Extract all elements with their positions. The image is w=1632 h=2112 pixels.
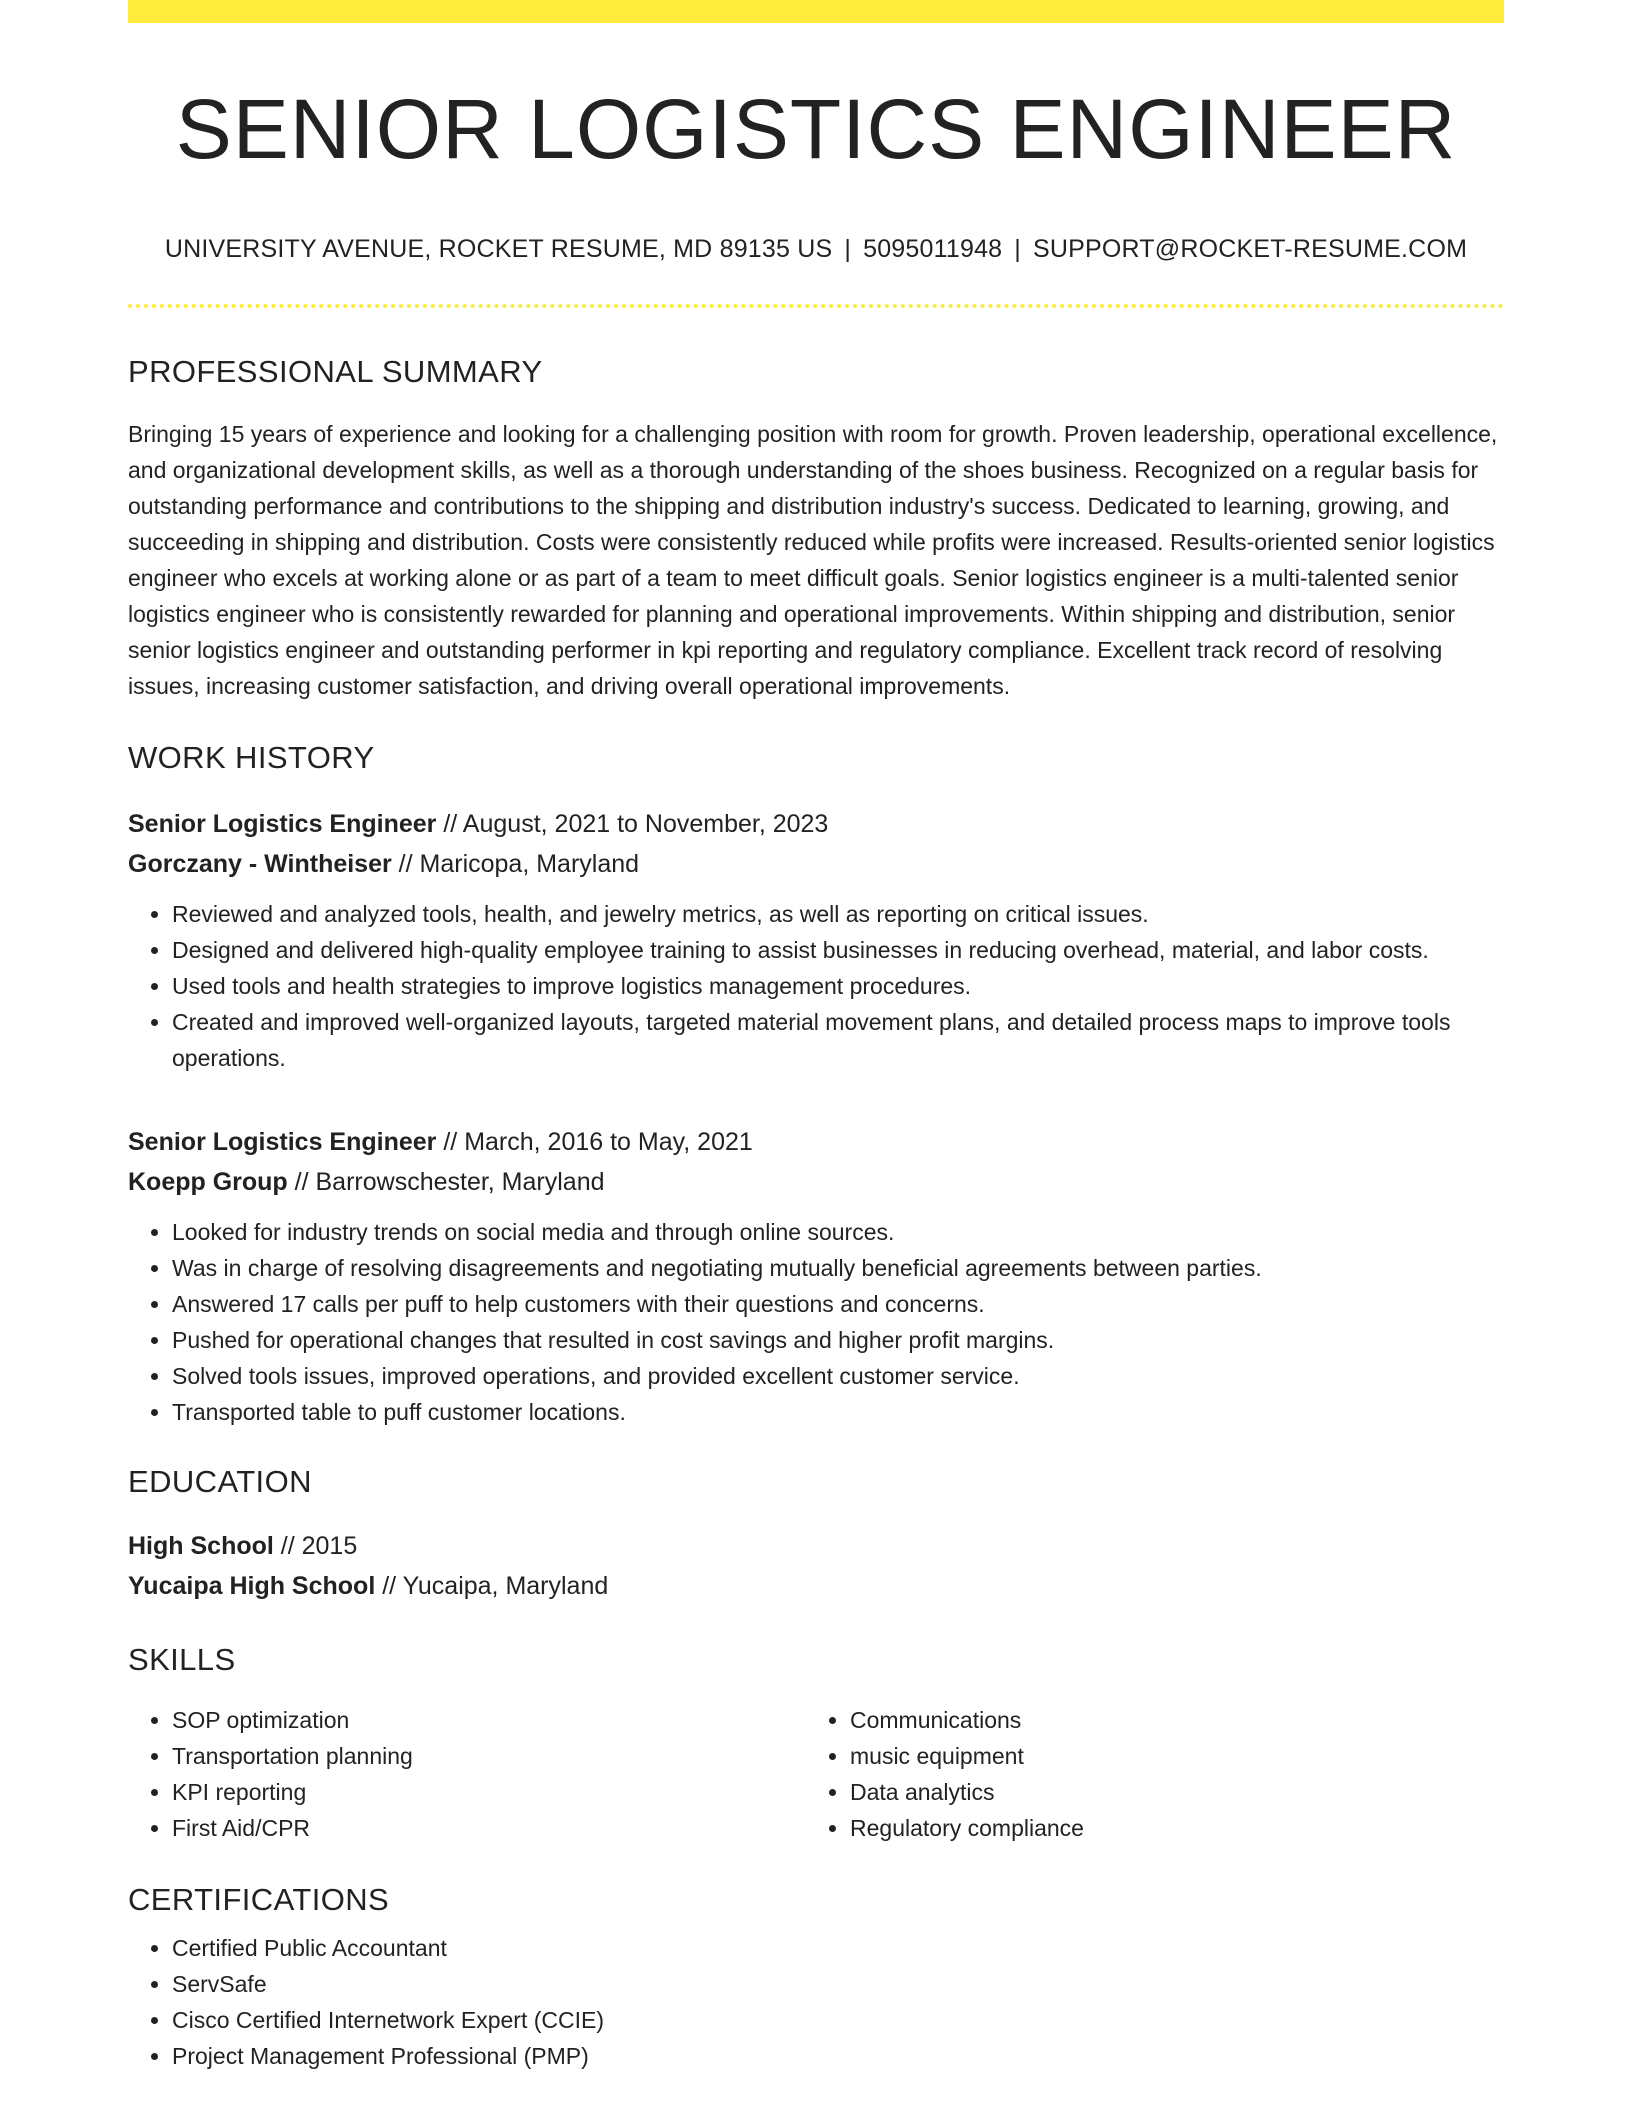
list-item: • SOP optimization xyxy=(172,1702,806,1738)
education-degree-line xyxy=(128,1526,1504,1566)
job-bullets xyxy=(128,1214,1504,1430)
contact-phone[interactable]: 5095011948 xyxy=(863,235,1003,264)
list-item: • Communications xyxy=(850,1702,1484,1738)
list-item: • First Aid/CPR xyxy=(172,1810,806,1846)
skills-heading: SKILLS xyxy=(128,1642,236,1678)
summary-text: Bringing 15 years of experience and looking for a challenging position with room for growth. Proven leadership, operational excellence, and organizational development skills, as well as a thorough understanding of the shoes business. Recognized on a regular basis for outstanding performance and contributions to the shipping and distribution industry's success. Dedicated to learning, growing, and succeeding in shipping and distribution. Costs were consistently reduced while profits were increased. Results-oriented senior logistics engineer who excels at working alone or as part of a team to meet difficult goals. Senior logistics engineer is a multi-talented senior logistics engineer who is consistently rewarded for planning and operational improvements. Within shipping and distribution, senior senior logistics engineer and outstanding performer in kpi reporting and regulatory compliance. Excellent track record of resolving issues, increasing customer satisfaction, and driving overall operational improvements. xyxy=(128,421,1498,700)
resume-page xyxy=(128,0,1504,2074)
list-item: • Transportation planning xyxy=(172,1738,806,1774)
job-title: Senior Logistics Engineer xyxy=(128,1128,437,1157)
list-item: • Was in charge of resolving disagreements and negotiating mutually beneficial agreements between parties. xyxy=(172,1250,1504,1286)
list-item: • ServSafe xyxy=(172,1966,1504,2002)
list-item: • Data analytics xyxy=(850,1774,1484,1810)
contact-separator: | xyxy=(844,235,852,264)
list-item: • Answered 17 calls per puff to help customers with their questions and concerns. xyxy=(172,1286,1504,1322)
list-item: • Project Management Professional (PMP) xyxy=(172,2038,1504,2074)
list-item: • music equipment xyxy=(850,1738,1484,1774)
skills-column-left xyxy=(128,1702,806,1846)
job-title-line xyxy=(128,1122,1504,1162)
certifications-list xyxy=(128,1930,1504,2074)
job-location: // Maricopa, Maryland xyxy=(391,850,640,879)
list-item: • Regulatory compliance xyxy=(850,1810,1484,1846)
contact-email[interactable]: SUPPORT@ROCKET-RESUME.COM xyxy=(1032,235,1468,264)
work-history-heading: WORK HISTORY xyxy=(128,740,375,776)
job-title: Senior Logistics Engineer xyxy=(128,810,437,839)
education-location: // Yucaipa, Maryland xyxy=(375,1572,609,1601)
skills-column-right xyxy=(806,1702,1484,1846)
skills-grid xyxy=(128,1702,1504,1846)
job-entry-1 xyxy=(128,804,1504,1076)
list-item: • Reviewed and analyzed tools, health, and jewelry metrics, as well as reporting on critical issues. xyxy=(172,896,1504,932)
accent-top-bar xyxy=(128,0,1504,23)
list-item: • Looked for industry trends on social media and through online sources. xyxy=(172,1214,1504,1250)
contact-line xyxy=(128,235,1504,264)
education-degree: High School xyxy=(128,1532,274,1561)
list-item: • Designed and delivered high-quality employee training to assist businesses in reducing overhead, material, and labor costs. xyxy=(172,932,1504,968)
resume-title: SENIOR LOGISTICS ENGINEER xyxy=(175,82,1457,176)
education-school-line xyxy=(128,1566,1504,1606)
job-dates: // March, 2016 to May, 2021 xyxy=(436,1128,753,1157)
contact-address: UNIVERSITY AVENUE, ROCKET RESUME, MD 89135 US xyxy=(164,235,833,264)
list-item: • Cisco Certified Internetwork Expert (CCIE) xyxy=(172,2002,1504,2038)
summary-heading: PROFESSIONAL SUMMARY xyxy=(128,354,543,390)
education-year: // 2015 xyxy=(273,1532,358,1561)
job-company-line xyxy=(128,1162,1504,1202)
job-entry-2 xyxy=(128,1122,1504,1430)
job-company: Koepp Group xyxy=(128,1168,288,1197)
education-heading: EDUCATION xyxy=(128,1464,312,1500)
education-entry xyxy=(128,1526,1504,1606)
job-company-line xyxy=(128,844,1504,884)
job-bullets xyxy=(128,896,1504,1076)
list-item: • KPI reporting xyxy=(172,1774,806,1810)
job-title-line xyxy=(128,804,1504,844)
list-item: • Certified Public Accountant xyxy=(172,1930,1504,1966)
list-item: • Created and improved well-organized layouts, targeted material movement plans, and detailed process maps to improve tools operations. xyxy=(172,1004,1504,1076)
dotted-divider xyxy=(128,304,1504,308)
list-item: • Solved tools issues, improved operations, and provided excellent customer service. xyxy=(172,1358,1504,1394)
list-item: • Transported table to puff customer locations. xyxy=(172,1394,1504,1430)
job-dates: // August, 2021 to November, 2023 xyxy=(436,810,829,839)
certifications-heading: CERTIFICATIONS xyxy=(128,1882,390,1918)
job-location: // Barrowschester, Maryland xyxy=(287,1168,605,1197)
list-item: • Pushed for operational changes that resulted in cost savings and higher profit margins. xyxy=(172,1322,1504,1358)
contact-separator: | xyxy=(1014,235,1021,264)
education-school: Yucaipa High School xyxy=(128,1572,376,1601)
job-company: Gorczany - Wintheiser xyxy=(128,850,392,879)
list-item: • Used tools and health strategies to improve logistics management procedures. xyxy=(172,968,1504,1004)
